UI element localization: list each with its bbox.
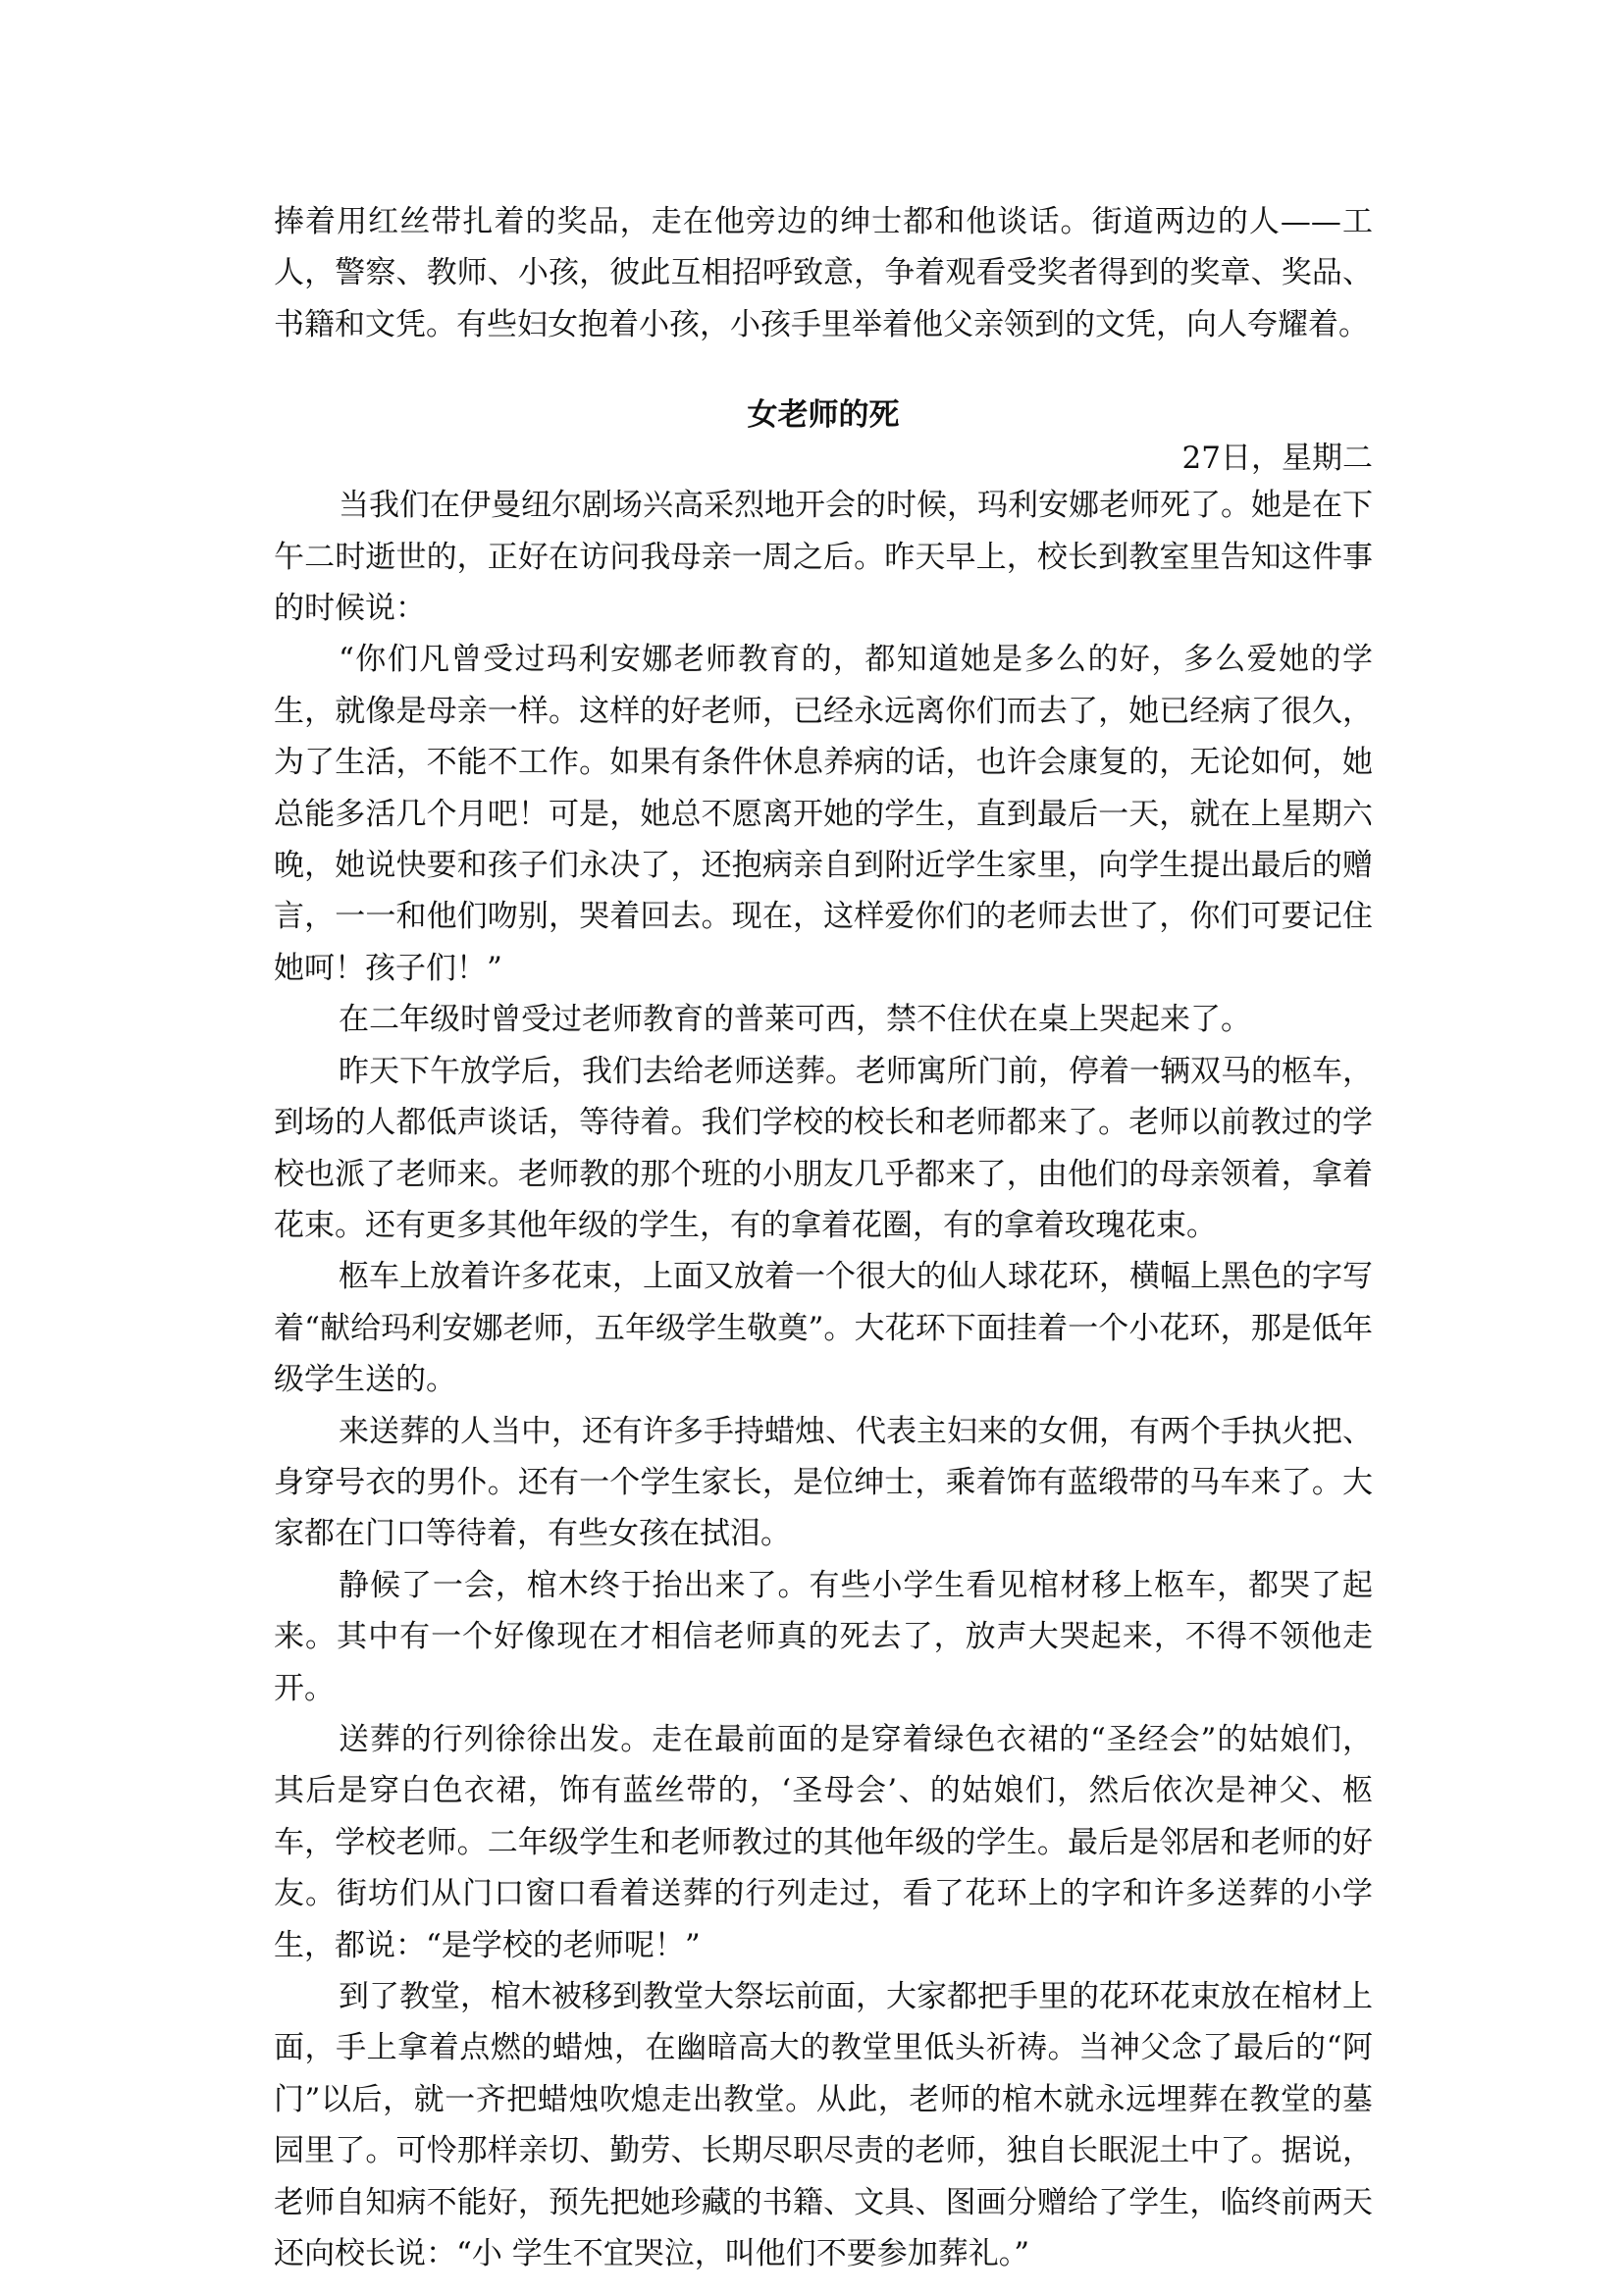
- body-paragraph: 来送葬的人当中，还有许多手持蜡烛、代表主妇来的女佣，有两个手执火把、身穿号衣的男仆。还有一个学生家长，是位绅士，乘着饰有蓝缎带的马车来了。大家都在门口等待着，有些女孩在拭泪。: [274, 1413, 1373, 1552]
- body-paragraph: 昨天下午放学后，我们去给老师送葬。老师寓所门前，停着一辆双马的柩车，到场的人都低声谈话，等待着。我们学校的校长和老师都来了。老师以前教过的学校也派了老师来。老师教的那个班的小朋友几乎都来了，由他们的母亲领着，拿着花束。还有更多其他年级的学生，有的拿着花圈，有的拿着玫瑰花束。: [274, 1053, 1373, 1243]
- body-paragraph: 当我们在伊曼纽尔剧场兴高采烈地开会的时候，玛利安娜老师死了。她是在下午二时逝世的，正好在访问我母亲一周之后。昨天早上，校长到教室里告知这件事的时候说：: [274, 488, 1373, 627]
- body-paragraph: 静候了一会，棺木终于抬出来了。有些小学生看见棺材移上柩车，都哭了起来。其中有一个好像现在才相信老师真的死去了，放声大哭起来，不得不领他走开。: [274, 1567, 1373, 1706]
- date-line: 27日，星期二: [1181, 441, 1373, 477]
- body-paragraph: 送葬的行列徐徐出发。走在最前面的是穿着绿色衣裙的“圣经会”的姑娘们，其后是穿白色衣裙，饰有蓝丝带的，‘圣母会’、的姑娘们，然后依次是神父、柩车，学校老师。二年级学生和老师教过的其他年级的学生。最后是邻居和老师的好友。街坊们从门口窗口看着送葬的行列走过，看了花环上的字和许多送葬的小学生，都说：“是学校的老师呢！”: [274, 1721, 1373, 1963]
- lead-paragraph: 捧着用红丝带扎着的奖品，走在他旁边的绅士都和他谈话。街道两边的人——工人，警察、教师、小孩，彼此互相招呼致意，争着观看受奖者得到的奖章、奖品、书籍和文凭。有些妇女抱着小孩，小孩手里举着他父亲领到的文凭，向人夸耀着。: [274, 204, 1373, 342]
- document-page: [274, 196, 1373, 2279]
- body-paragraph: “你们凡曾受过玛利安娜老师教育的，都知道她是多么的好，多么爱她的学生，就像是母亲一样。这样的好老师，已经永远离你们而去了，她已经病了很久，为了生活，不能不工作。如果有条件休息养病的话，也许会康复的，无论如何，她总能多活几个月吧！可是，她总不愿离开她的学生，直到最后一天，就在上星期六晚，她说快要和孩子们永决了，还抱病亲自到附近学生家里，向学生提出最后的赠言，一一和他们吻别，哭着回去。现在，这样爱你们的老师去世了，你们可要记住她呵！孩子们！”: [274, 642, 1373, 986]
- section-title: 女老师的死: [747, 397, 900, 434]
- body-paragraph: 到了教堂，棺木被移到教堂大祭坛前面，大家都把手里的花环花束放在棺材上面，手上拿着点燃的蜡烛，在幽暗高大的教堂里低头祈祷。当神父念了最后的“阿门”以后，就一齐把蜡烛吹熄走出教堂。从此，老师的棺木就永远埋葬在教堂的墓园里了。可怜那样亲切、勤劳、长期尽职尽责的老师，独自长眠泥土中了。据说，老师自知病不能好，预先把她珍藏的书籍、文具、图画分赠给了学生，临终前两天还向校长说：“小 学生不宜哭泣，叫他们不要参加葬礼。”: [274, 1979, 1373, 2272]
- body-paragraph: 在二年级时曾受过老师教育的普莱可西，禁不住伏在桌上哭起来了。: [339, 1002, 1251, 1038]
- body-paragraph: 柩车上放着许多花束，上面又放着一个很大的仙人球花环，横幅上黑色的字写着“献给玛利安娜老师，五年级学生敬奠”。大花环下面挂着一个小花环，那是低年级学生送的。: [274, 1259, 1373, 1398]
